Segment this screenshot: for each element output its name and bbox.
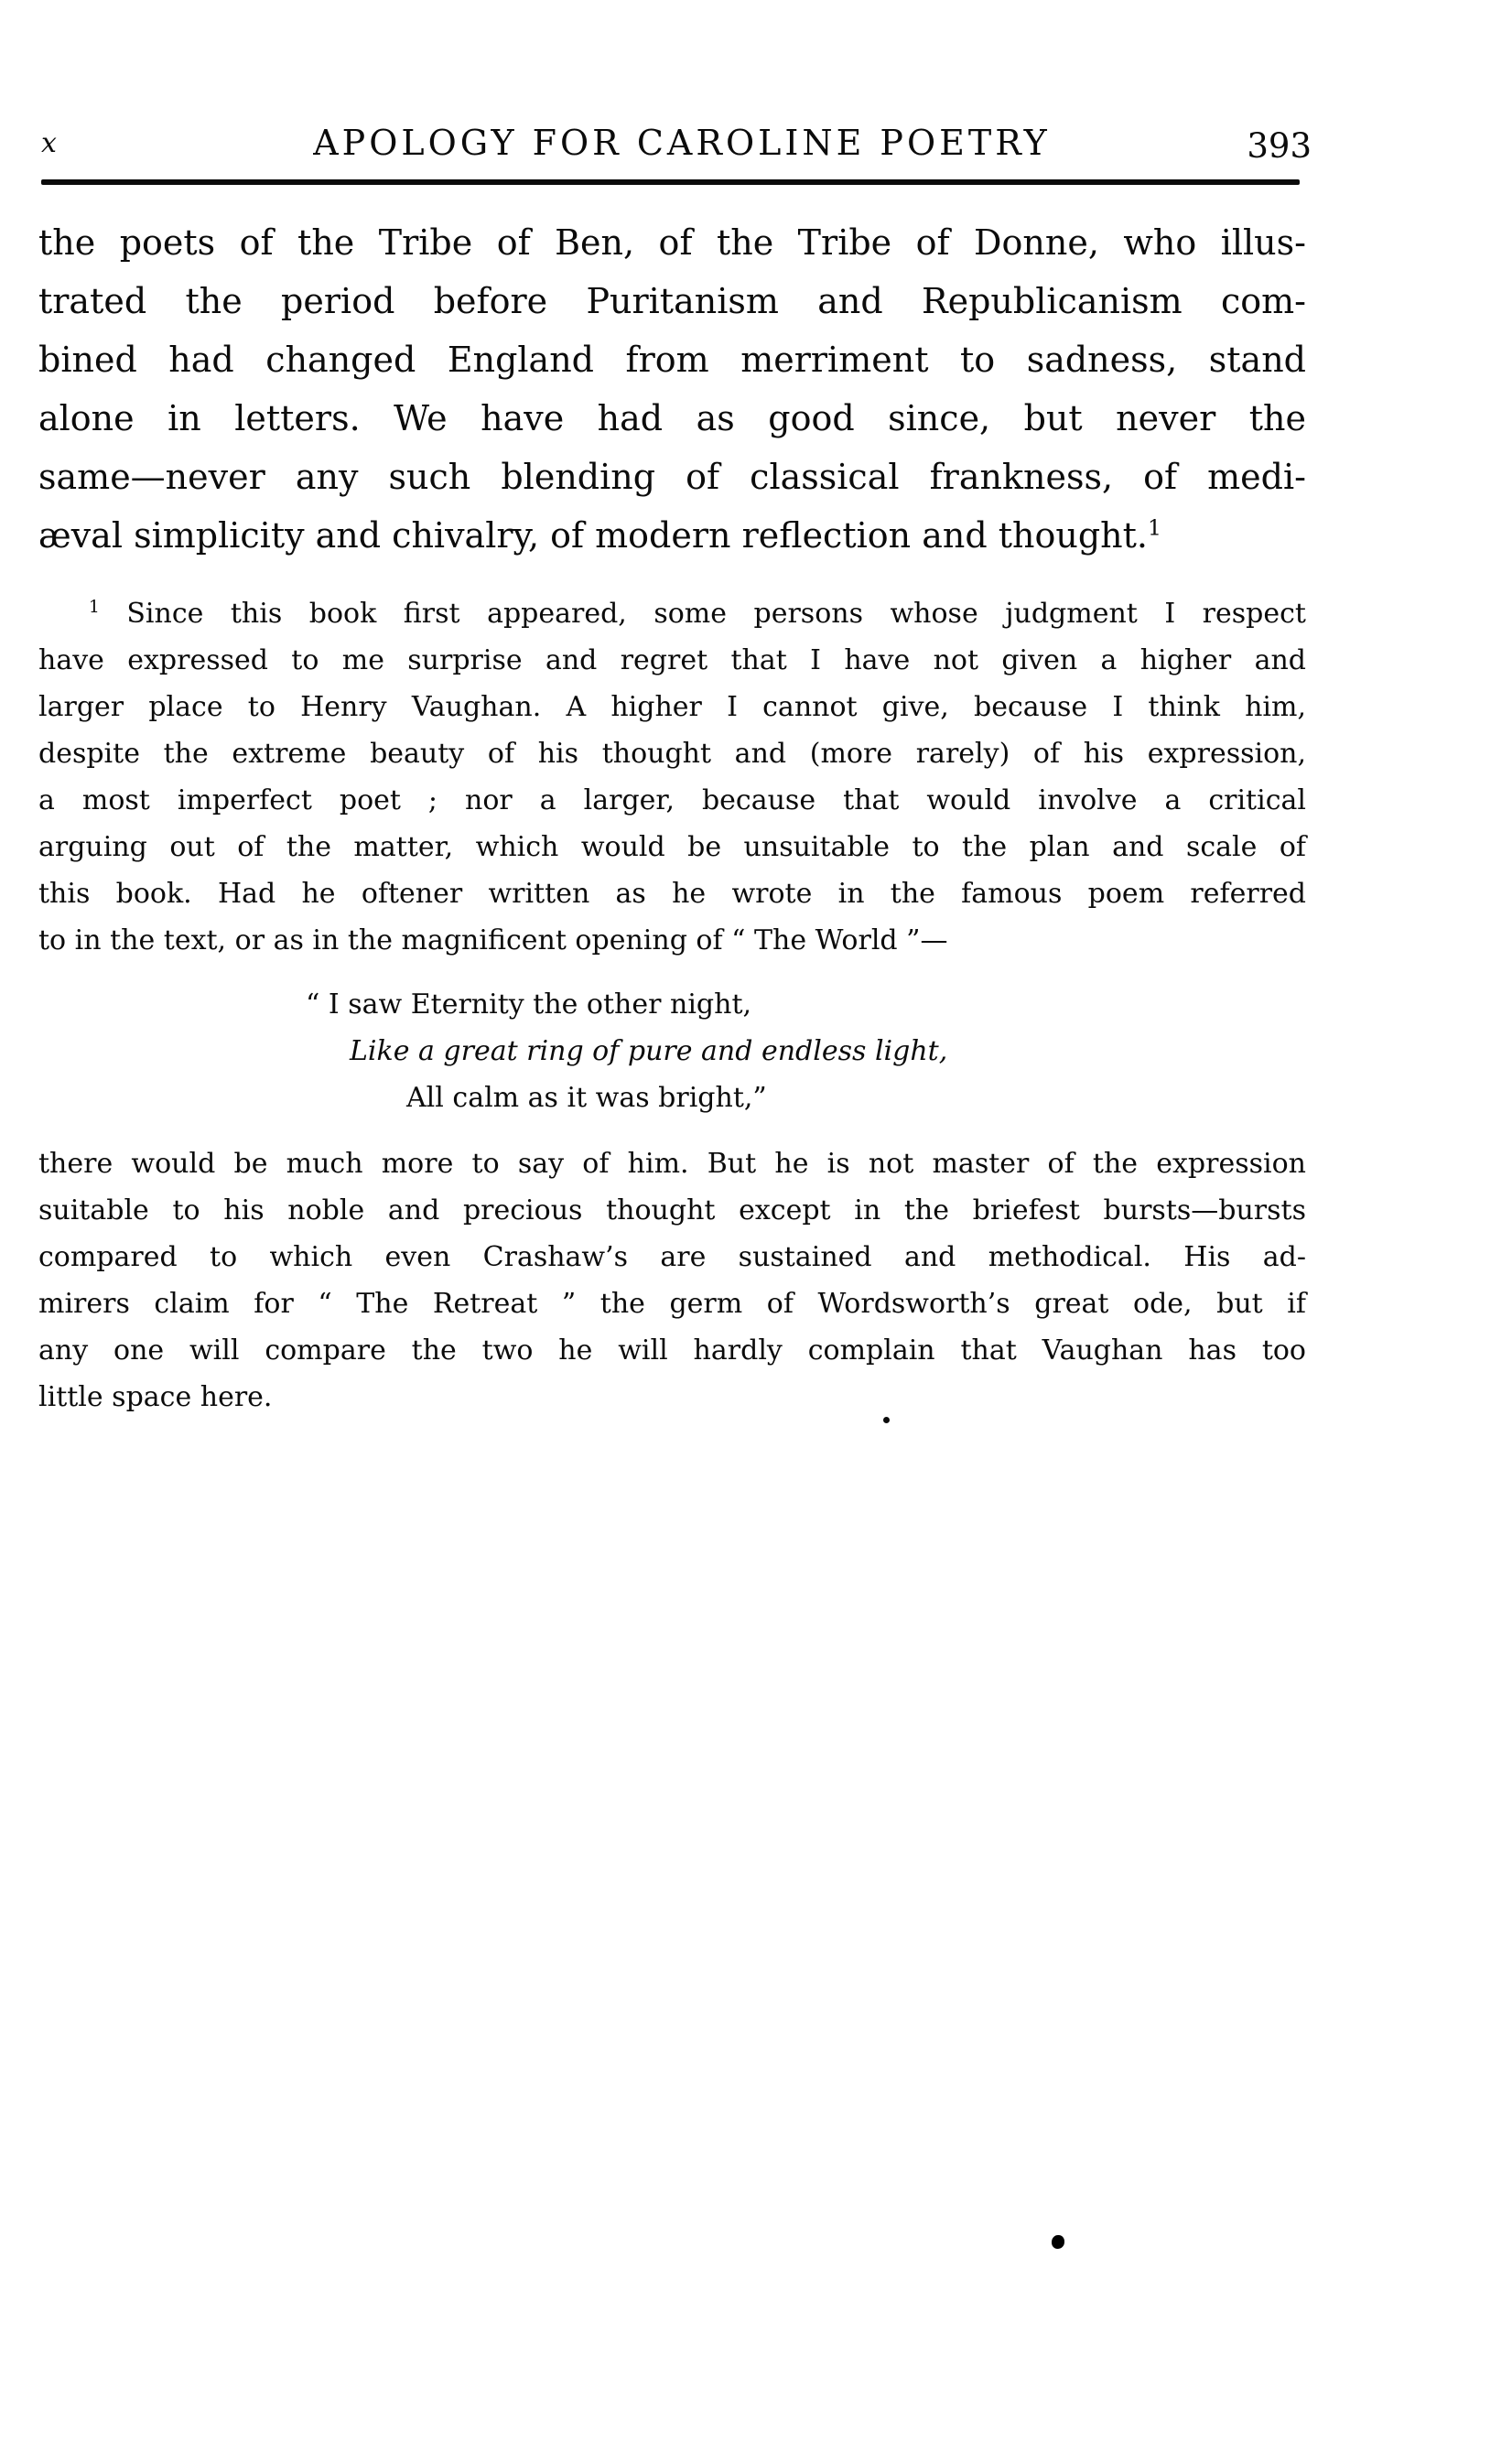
footnote-cont-line-6: little space here. bbox=[38, 1381, 273, 1413]
ink-spot-large bbox=[1052, 2235, 1064, 2249]
signature-mark: x bbox=[41, 127, 57, 159]
footnote-cont-line-4: mirers claim for “ The Retreat ” the germ of Wordsworth’s great ode, but if bbox=[38, 1288, 1306, 1320]
body-line-6-text: æval simplicity and chivalry, of modern reflection and thought. bbox=[38, 515, 1148, 556]
body-line-6 bbox=[38, 506, 1306, 565]
footnote-reference-mark: 1 bbox=[1147, 514, 1161, 541]
ink-spot-small bbox=[883, 1417, 890, 1423]
verse-line-1: “ I saw Eternity the other night, bbox=[306, 988, 752, 1021]
footnote-line-7: this book. Had he oftener written as he wrote in the famous poem referred bbox=[38, 878, 1306, 910]
footnote-line-2: have expressed to me surprise and regret that I have not given a higher and bbox=[38, 644, 1306, 676]
header-rule bbox=[41, 179, 1300, 185]
verse-quote bbox=[38, 981, 1306, 1121]
footnote-line-4: despite the extreme beauty of his thought and (more rarely) of his expression, bbox=[38, 738, 1306, 770]
footnote-line-3: larger place to Henry Vaughan. A higher I cannot give, because I think him, bbox=[38, 691, 1306, 723]
body-line-5: same—never any such blending of classical frankness, of medi- bbox=[38, 457, 1306, 497]
footnote-section bbox=[38, 590, 1306, 1421]
body-line-2: trated the period before Puritanism and Republicanism com- bbox=[38, 281, 1306, 321]
page-number: 393 bbox=[1247, 126, 1312, 166]
footnote-cont-line-5: any one will compare the two he will hardly complain that Vaughan has too bbox=[38, 1334, 1306, 1367]
footnote-cont-line-2: suitable to his noble and precious thought except in the briefest bursts—bursts bbox=[38, 1194, 1306, 1226]
footnote-line-1-text: Since this book first appeared, some persons whose judgment I respect bbox=[99, 598, 1306, 630]
body-line-3: bined had changed England from merriment to sadness, stand bbox=[38, 340, 1306, 380]
footnote-marker: 1 bbox=[89, 598, 100, 617]
body-line-1: the poets of the Tribe of Ben, of the Tribe of Donne, who illus- bbox=[38, 222, 1306, 263]
page-header bbox=[41, 117, 1312, 170]
footnote-line-8: to in the text, or as in the magnificent opening of “ The World ”— bbox=[38, 924, 948, 956]
body-paragraph bbox=[38, 213, 1306, 565]
footnote-cont-line-1: there would be much more to say of him. But he is not master of the expression bbox=[38, 1148, 1306, 1180]
footnote-line-6: arguing out of the matter, which would be unsuitable to the plan and scale of bbox=[38, 831, 1306, 863]
body-line-4: alone in letters. We have had as good since, but never the bbox=[38, 398, 1306, 438]
running-title: APOLOGY FOR CAROLINE POETRY bbox=[313, 123, 1051, 163]
footnote-line-1 bbox=[38, 590, 1306, 637]
footnote-cont-line-3: compared to which even Crashaw’s are sustained and methodical. His ad- bbox=[38, 1241, 1306, 1273]
footnote-line-5: a most imperfect poet ; nor a larger, because that would involve a critical bbox=[38, 784, 1306, 816]
verse-line-2: Like a great ring of pure and endless light, bbox=[350, 1035, 948, 1067]
verse-line-3: All calm as it was bright,” bbox=[406, 1082, 767, 1114]
